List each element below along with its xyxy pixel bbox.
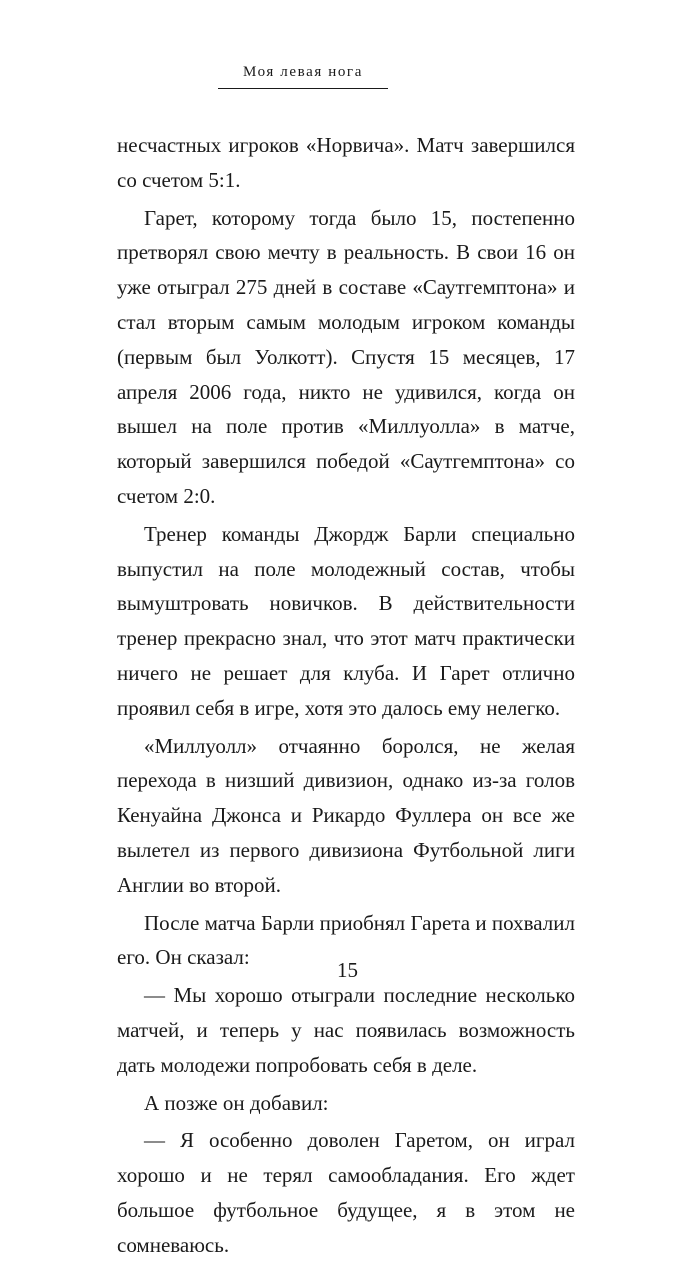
paragraph: Гарет, которому тогда было 15, постепенно претворял свою мечту в реальность. В свои 16 он уже отыграл 275 дней в составе «Саутгемптона» и стал вторым самым молодым игроком команды (первым был Уолкотт). Спустя 15 месяцев, 17 апреля 2006 года, никто не удивился, когда он вышел на поле против «Миллуолла» в матче, который завершился победой «Саутгемптона» со счетом 2:0. xyxy=(117,205,575,508)
page-number: 15 xyxy=(337,958,358,982)
body-text xyxy=(117,128,575,1266)
paragraph-quote: — Мы хорошо отыграли последние несколько матчей, и теперь у нас появилась возможность дать молодежи попробовать себя в деле. xyxy=(117,983,575,1077)
paragraph-quote: — Я особенно доволен Гаретом, он играл хорошо и не терял самообладания. Его ждет большое футбольное будущее, я в этом не сомневаюсь. xyxy=(117,1128,575,1257)
paragraph: А позже он добавил: xyxy=(144,1090,329,1115)
paragraph: Тренер команды Джордж Барли специально выпустил на поле молодежный состав, чтобы вымуштровать новичков. В действительности тренер прекрасно знал, что этот матч практически ничего не решает для клуба. И Гарет отлично проявил себя в игре, хотя это далось ему нелегко. xyxy=(117,521,575,720)
paragraph-continuation: несчастных игроков «Норвича». Матч завершился со счетом 5:1. xyxy=(117,133,575,192)
running-head-rule xyxy=(218,88,388,89)
paragraph: «Миллуолл» отчаянно боролся, не желая перехода в низший дивизион, однако из-за голов Кенуайна Джонса и Рикардо Фуллера он все же вылетел из первого дивизиона Футбольной лиги Англии во второй. xyxy=(117,733,575,897)
running-head xyxy=(218,62,388,89)
paragraph: После матча Барли приобнял Гарета и похвалил его. Он сказал: xyxy=(117,910,575,970)
running-head-title: Моя левая нога xyxy=(243,64,363,80)
